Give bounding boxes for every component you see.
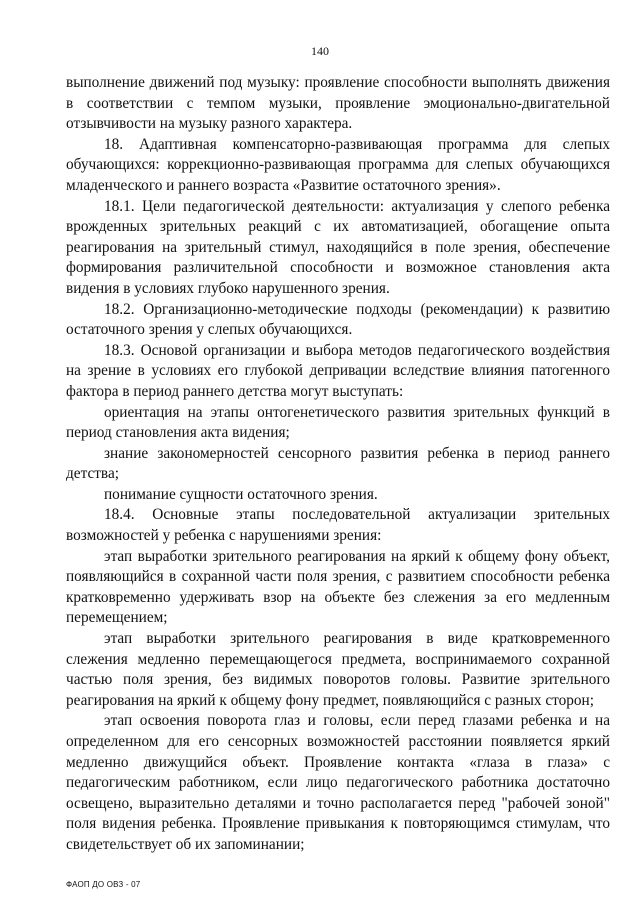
paragraph-10: этап выработки зрительного реагирования на яркий к общему фону объект, появляющийся в сохранной части поля зрения, с развитием способности ребенка кратковременно удерживать взор на объекте без слежения за его медленным перемещением; — [66, 547, 610, 627]
paragraph-11: этап выработки зрительного реагирования в виде кратковременного слежения медленно перемещающегося предмета, воспринимаемого сохранной частью поля зрения, без видимых поворотов головы. Развитие зрительного реагирования на яркий к общему фону предмет, появляющийся с разных сторон; — [66, 630, 610, 709]
paragraph-1: выполнение движений под музыку: проявление способности выполнять движения в соответствии с темпом музыки, проявление эмоционально-двигательной отзывчивости на музыку разного характера. — [66, 74, 610, 133]
paragraph-3: 18.1. Цели педагогической деятельности: актуализация у слепого ребенка врожденных зрительных реакций с их автоматизацией, обогащение опыта реагирования на зрительный стимул, находящийся в поле зрения, обеспечение формирования различительной способности и возможное становления акта видения в условиях глубоко нарушенного зрения. — [66, 197, 610, 297]
paragraph-6: ориентация на этапы онтогенетического развития зрительных функций в период становления акта видения; — [66, 403, 610, 442]
document-footer: ФАОП ДО ОВЗ - 07 — [66, 880, 141, 889]
paragraph-4: 18.2. Организационно-методические подходы (рекомендации) к развитию остаточного зрения у слепых обучающихся. — [66, 300, 610, 339]
paragraph-5: 18.3. Основой организации и выбора методов педагогического воздействия на зрение в условиях его глубокой депривации вследствие влияния патогенного фактора в период раннего детства могут выступать: — [66, 341, 610, 400]
paragraph-8: понимание сущности остаточного зрения. — [104, 485, 378, 503]
page-number: 140 — [311, 44, 329, 58]
paragraph-12: этап освоения поворота глаз и головы, если перед глазами ребенка и на определенном для его сенсорных возможностей расстоянии появляется яркий медленно движущийся объект. Проявление контакта «глаза в глаза» с педагогическим работником, если лицо педагогического работника достаточно освещено, выразительно деталями и точно располагается перед "рабочей зоной" поля видения ребенка. Проявление привыкания к повторяющимся стимулам, что свидетельствует об их запоминании; — [66, 712, 610, 853]
paragraph-9: 18.4. Основные этапы последовательной актуализации зрительных возможностей у ребенка с нарушениями зрения: — [66, 506, 610, 545]
document-body — [66, 73, 610, 856]
paragraph-2: 18. Адаптивная компенсаторно-развивающая программа для слепых обучающихся: коррекционно-развивающая программа для слепых обучающихся младенческого и раннего возраста «Развитие остаточного зрения». — [66, 135, 610, 194]
paragraph-7: знание закономерностей сенсорного развития ребенка в период раннего детства; — [66, 444, 610, 483]
